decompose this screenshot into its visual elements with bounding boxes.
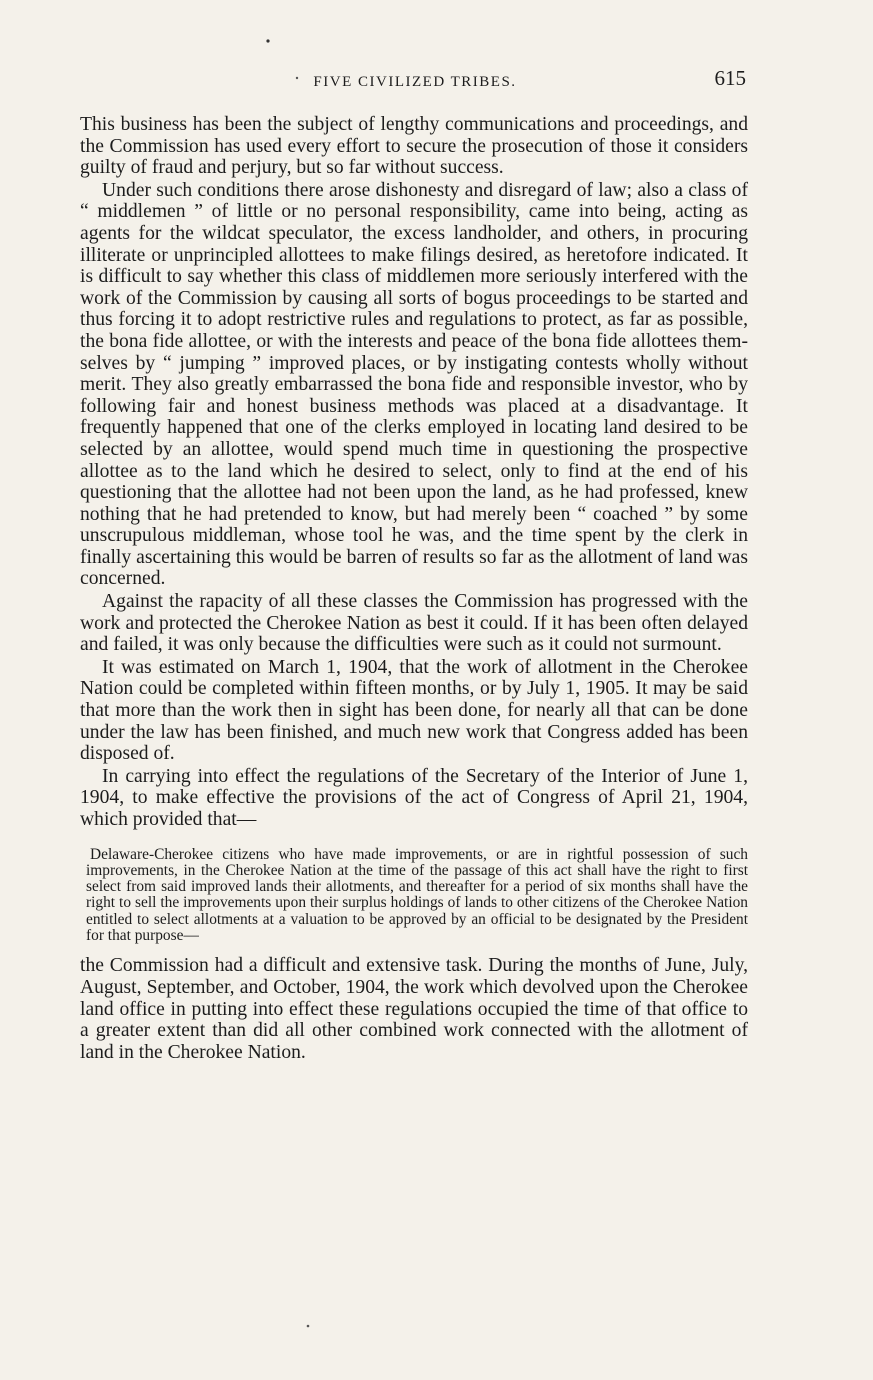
quote-text: Delaware-Cherokee citizens who have made improvements, or are in rightful possession of such improvements, in the Cherokee Nation at the time of the passage of this act shall have the right to first select from said improved lands their allotments, and thereafter for a period of six months shall have the right to sell the improvements upon their surplus holdings of lands to other citizens of the Cherokee Nation entitled to select allotments at a valuation to be approved by an official to be designated by the President for that purpose— xyxy=(86,845,748,945)
paragraph: Under such conditions there arose dishonesty and disregard of law; also a class of “ middlemen ” of little or no personal responsibility, came into being, acting as agents for the wildcat speculator, the excess landholder, and others, in procuring illiterate or unprincipled allottees to make filings desired, as heretofore indicated. It is difficult to say whether this class of middlemen more seriously interfered with the work of the Commission by causing all sorts of bogus proceedings to be started and thus forcing it to adopt restrictive rules and regulations to protect, as far as possible, the bona fide allottee, or with the interests and peace of the bona fide allottees themselves by “ jumping ” improved places, or by instigating contests wholly without merit. They also greatly embarrassed the bona fide and responsible investor, who by following fair and honest business methods was placed at a disadvantage. It frequently happened that one of the clerks employed in locating land desired to be selected by an allottee, would spend much time in questioning the prospective allottee as to the land which he desired to select, only to find at the end of his questioning that the allottee had not been upon the land, as he had professed, knew nothing that he had pretended to know, but had merely been “ coached ” by some unscrupulous middleman, whose tool he was, and the time spent by the clerk in finally ascertaining this would be barren of results so far as the allotment of land was concerned. xyxy=(80,179,748,590)
block-quote xyxy=(80,847,748,945)
page-number: 615 xyxy=(714,66,746,90)
speck xyxy=(266,39,269,42)
page-header xyxy=(80,66,750,94)
paragraph: Against the rapacity of all these classes the Commission has progressed with the work and protected the Cherokee Nation as best it could. If it has been often delayed and failed, it was only because the difficulties were such as it could not surmount. xyxy=(80,591,748,656)
paragraph: This business has been the subject of lengthy communications and proceedings, and the Commission has used every effort to secure the prosecution of those it considers guilty of fraud and perjury, but so far without success. xyxy=(80,114,748,179)
closing-paragraph: the Commission had a difficult and extensive task. During the months of June, July, August, September, and October, 1904, the work which devolved upon the Cherokee land office in putting into effect these regulations occupied the time of that office to a greater extent than did all other combined work connected with the allotment of land in the Cherokee Nation. xyxy=(80,955,748,1063)
running-head: FIVE CIVILIZED TRIBES. xyxy=(313,74,517,90)
paragraph: It was estimated on March 1, 1904, that the work of allotment in the Cherokee Nation could be completed within fifteen months, or by July 1, 1905. It may be said that more than the work then in sight has been done, for nearly all that can be done under the law has been finished, and much new work that Congress added has been disposed of. xyxy=(80,656,748,765)
paragraph: In carrying into effect the regulations of the Secretary of the Interior of June 1, 1904, to make effective the provisions of the act of Congress of April 21, 1904, which provided that— xyxy=(80,765,748,830)
speck xyxy=(307,1325,310,1328)
body-text xyxy=(80,114,748,1063)
